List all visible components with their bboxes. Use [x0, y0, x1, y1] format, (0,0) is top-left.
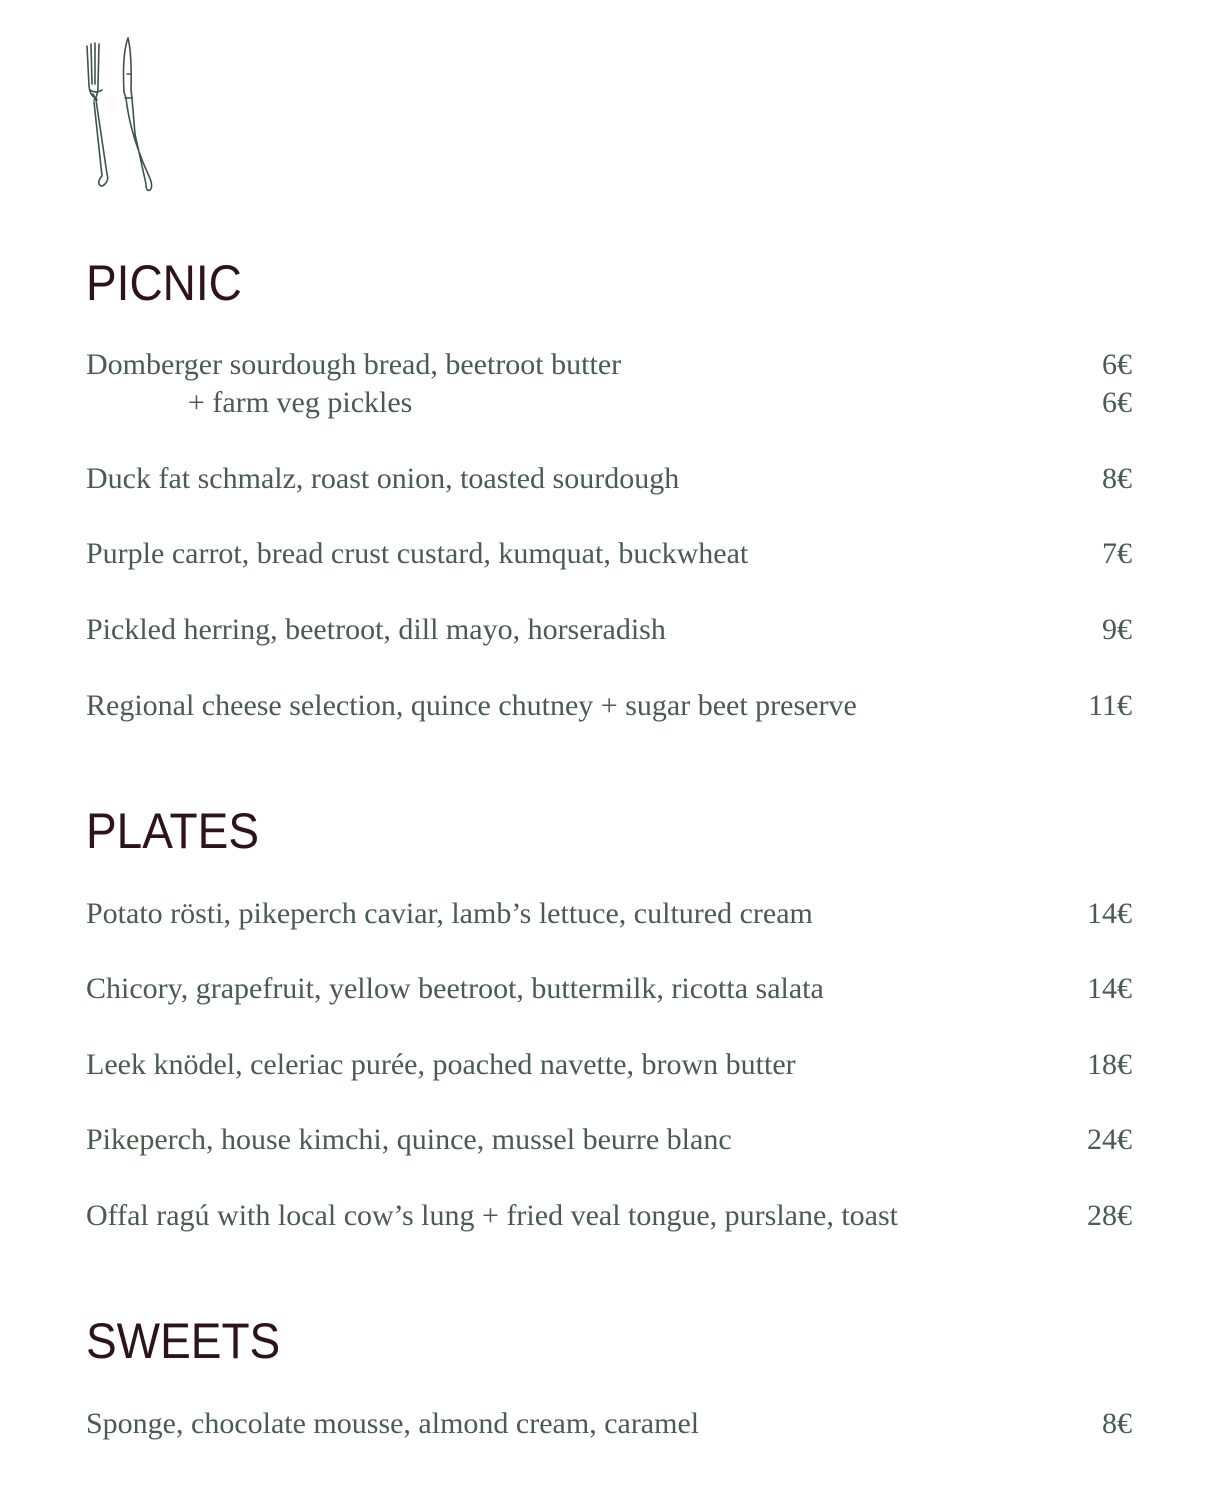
- menu-item: [86, 1404, 1132, 1444]
- menu-item: [86, 894, 1132, 934]
- item-name: Duck fat schmalz, roast onion, toasted sourdough: [86, 462, 680, 495]
- item-price: 24€: [1087, 1123, 1132, 1156]
- item-price: 18€: [1087, 1048, 1132, 1081]
- menu-item: [86, 969, 1132, 1009]
- item-price: 6€: [1102, 386, 1132, 419]
- menu-item: [86, 610, 1132, 650]
- item-name: Offal ragú with local cow’s lung + fried veal tongue, purslane, toast: [86, 1199, 898, 1232]
- item-name: Regional cheese selection, quince chutney + sugar beet preserve: [86, 689, 857, 722]
- item-name: Chicory, grapefruit, yellow beetroot, buttermilk, ricotta salata: [86, 972, 824, 1005]
- menu-item: [86, 1120, 1132, 1160]
- item-name: Purple carrot, bread crust custard, kumquat, buckwheat: [86, 537, 749, 570]
- item-price: 14€: [1087, 972, 1132, 1005]
- item-price: 9€: [1102, 613, 1132, 646]
- item-price: 11€: [1088, 689, 1132, 722]
- menu-item: [86, 383, 1132, 423]
- item-price: 6€: [1102, 348, 1132, 381]
- item-name: Sponge, chocolate mousse, almond cream, caramel: [86, 1407, 700, 1440]
- menu-item: [86, 686, 1132, 726]
- section-title-picnic: PICNIC: [86, 255, 242, 311]
- menu-item: [86, 1045, 1132, 1085]
- section-title-plates: PLATES: [86, 803, 260, 859]
- item-name: Pikeperch, house kimchi, quince, mussel beurre blanc: [86, 1123, 732, 1156]
- item-name: Leek knödel, celeriac purée, poached navette, brown butter: [86, 1048, 796, 1081]
- item-name: + farm veg pickles: [188, 386, 413, 419]
- menu-item: [86, 345, 1132, 385]
- item-price: 28€: [1087, 1199, 1132, 1232]
- cutlery-icon: [80, 34, 164, 194]
- item-price: 7€: [1102, 537, 1132, 570]
- item-name: Pickled herring, beetroot, dill mayo, horseradish: [86, 613, 666, 646]
- menu-item: [86, 534, 1132, 574]
- item-name: Domberger sourdough bread, beetroot butter: [86, 348, 622, 381]
- menu-item: [86, 459, 1132, 499]
- section-title-sweets: SWEETS: [86, 1313, 281, 1369]
- item-price: 14€: [1087, 897, 1132, 930]
- item-price: 8€: [1102, 1407, 1132, 1440]
- item-name: Potato rösti, pikeperch caviar, lamb’s lettuce, cultured cream: [86, 897, 813, 930]
- item-price: 8€: [1102, 462, 1132, 495]
- menu-item: [86, 1196, 1132, 1236]
